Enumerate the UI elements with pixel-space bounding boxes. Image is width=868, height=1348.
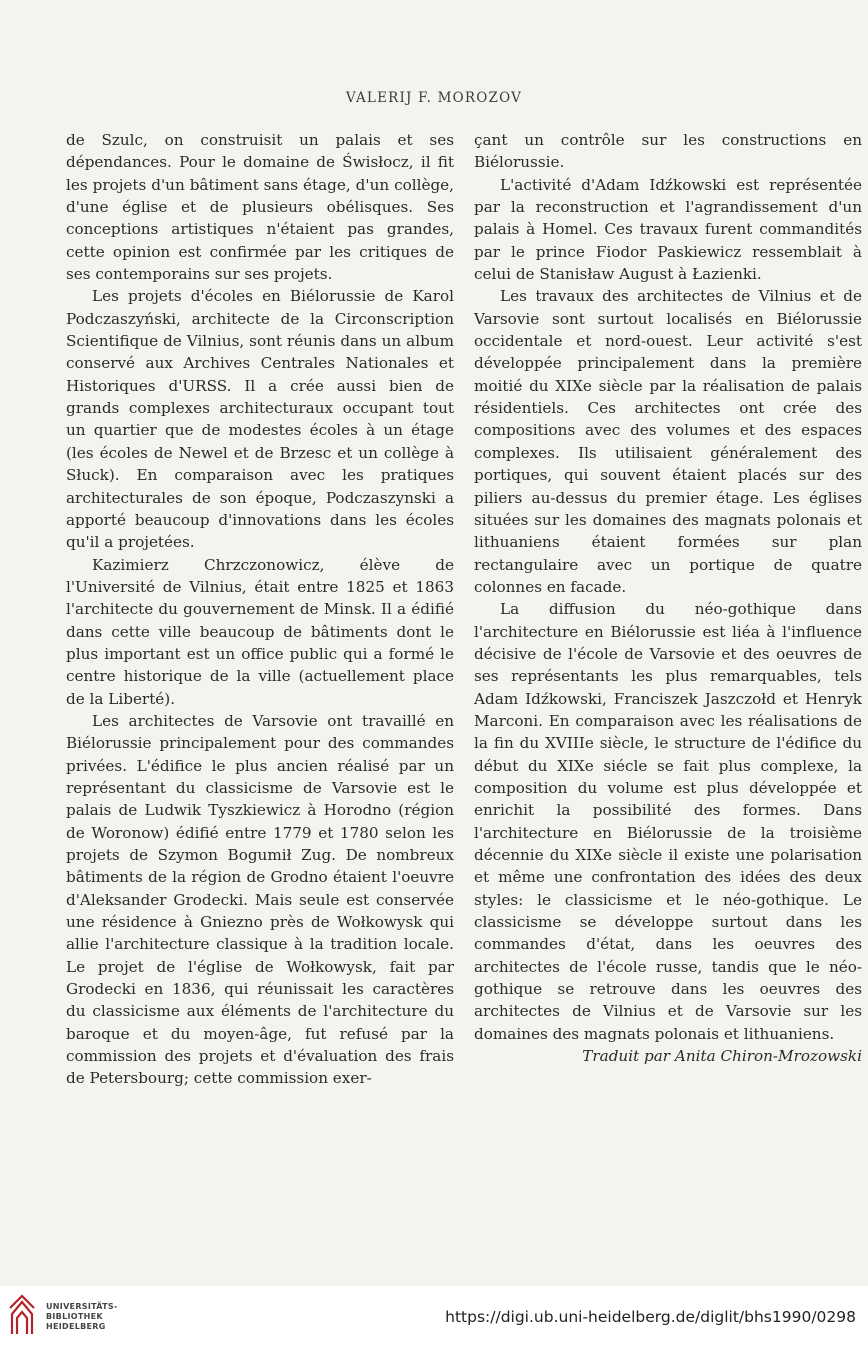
running-head: VALERIJ F. MOROZOV [345, 90, 523, 106]
paragraph: La diffusion du néo-gothique dans l'architecture en Biélorussie est liéa à l'influence décisive de l'école de Varsovie et des oeuvres de ses représentants les plus remarquables, tels Adam Idźkowski, Franciszek Jaszczołd et Henryk Marconi. En comparaison avec les réalisations de la fin du XVIIIe siècle, le structure de l'édifice du début du XIXe siécle se fait plus complexe, la composition du volume est plus développée et enrichit la possibilité des formes. Dans l'architecture en Biélorussie de la troisième décennie du XIXe siècle il existe une polarisation et même une confrontation des idées des deux styles: le classicisme et le néo-gothique. Le classicisme se développe surtout dans les commandes d'état, dans les oeuvres des architectes de l'école russe, tandis que le néo-gothique se retrouve dans les oeuvres des architectes de Vilnius et de Varsovie sur les domaines des magnats polonais et lithuaniens. [474, 600, 862, 1043]
paragraph: Kazimierz Chrzczonowicz, élève de l'Université de Vilnius, était entre 1825 et 1863 l'architecte du gouvernement de Minsk. Il a édifié dans cette ville beaucoup de bâtiments dont le plus important est un office public qui a formé le centre historique de la ville (actuellement place de la Liberté). [66, 555, 454, 708]
paragraph: L'activité d'Adam Idźkowski est représentée par la reconstruction et l'agrandissement d'un palais à Homel. Ces travaux furent commandités par le prince Fiodor Paskiewicz ressemblait à celui de Stanisław August à Łazienki. [474, 175, 862, 284]
viewer-footer [0, 1286, 868, 1348]
paragraph: de Szulc, on construisit un palais et ses dépendances. Pour le domaine de Świsłocz, il fit les projets d'un bâtiment sans étage, d'un collège, d'une église et de plusieurs obélisques. Ses conceptions artistiques n'étaient pas grandes, cette opinion est confirmée par les critiques de ses contemporains sur ses projets. [66, 131, 454, 284]
translator-signature: Traduit par Anita Chiron-Mrozowski [582, 1047, 862, 1066]
right-column [474, 129, 862, 1067]
paragraph: Les architectes de Varsovie ont travaillé en Biélorussie principalement pour des commandes privées. L'édifice le plus ancien réalisé par un représentant du classicisme de Varsovie est le palais de Ludwik Tyszkiewicz à Horodno (région de Woronow) édifié entre 1779 et 1780 selon les projets de Szymon Bogumił Zug. De nombreux bâtiments de la région de Grodno étaient l'oeuvre d'Aleksander Grodecki. Mais seule est conservée une résidence à Gniezno près de Wołkowysk qui allie l'architecture classique à la tradition locale. Le projet de l'église de Wołkowysk, fait par Grodecki en 1836, qui réunissait les caractères du classicisme aux éléments de l'architecture du baroque et du moyen-âge, fut refusé par la commission des projets et d'évaluation des frais de Petersbourg; cette commission exer- [66, 711, 454, 1088]
paragraph: çant un contrôle sur les constructions en Biélorussie. [474, 131, 862, 172]
paragraph: Les travaux des architectes de Vilnius et de Varsovie sont surtout localisés en Biélorussie occidentale et nord-ouest. Leur activité s'est développée principalement dans la première moitié du XIXe siècle par la réalisation de palais résidentiels. Ces architectes ont crée des compositions avec des volumes et des espaces complexes. Ils utilisaient généralement des portiques, qui souvent étaient placés sur des piliers au-dessus du premier étage. Les églises situées sur les domaines des magnats polonais et lithuaniens étaient formées sur plan rectangulaire avec un portique de quatre colonnes en facade. [474, 287, 862, 596]
library-name: UNIVERSITÄTS- BIBLIOTHEK HEIDELBERG [46, 1302, 118, 1331]
left-column [66, 129, 454, 1090]
permalink-url[interactable]: https://digi.ub.uni-heidelberg.de/diglit/bhs1990/0298 [445, 1308, 856, 1326]
university-library-logo-icon[interactable] [8, 1294, 38, 1338]
paragraph: Les projets d'écoles en Biélorussie de Karol Podczaszyński, architecte de la Circonscription Scientifique de Vilnius, sont réunis dans un album conservé aux Archives Centrales Nationales et Historiques d'URSS. Il a crée aussi bien de grands complexes architecturaux occupant tout un quartier que de modestes écoles à un étage (les écoles de Newel et de Brzesc et un collège à Słuck). En comparaison avec les pratiques architecturales de son époque, Podczaszynski a apporté beaucoup d'innovations dans les écoles qu'il a projetées. [66, 287, 454, 552]
